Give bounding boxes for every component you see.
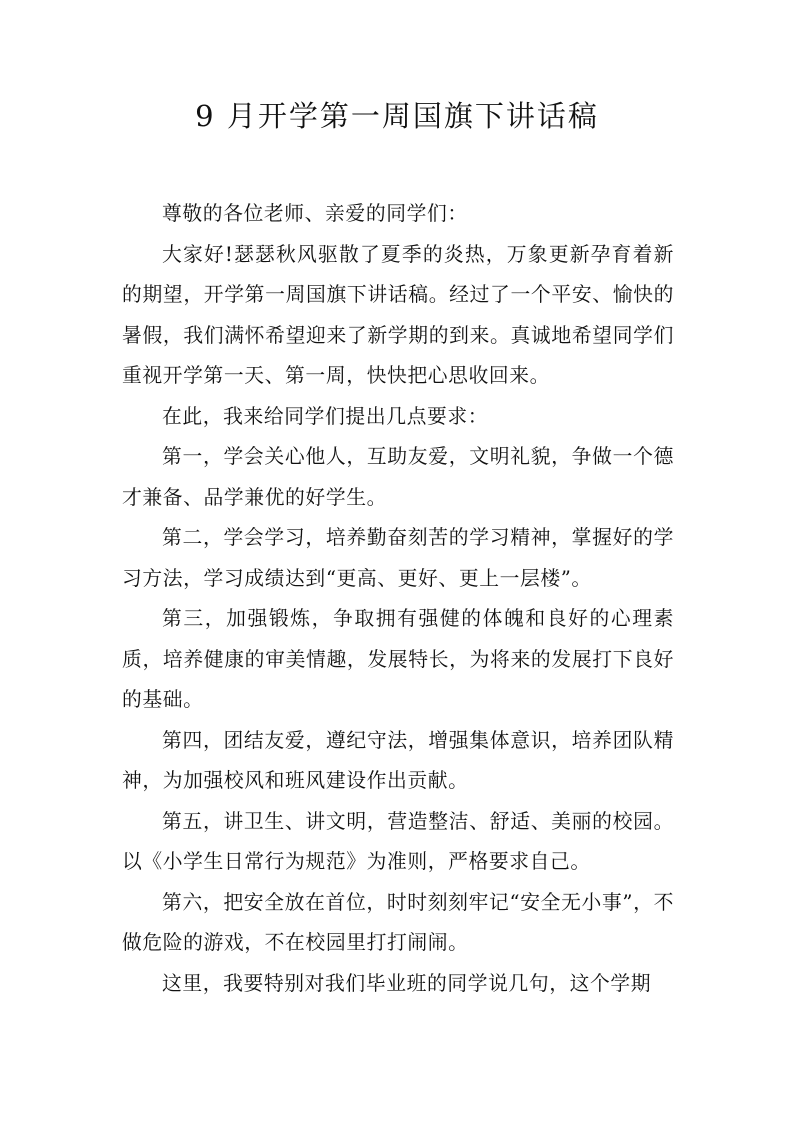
paragraph-requirement-3: 第三，加强锻炼，争取拥有强健的体魄和良好的心理素质，培养健康的审美情趣，发展特长，为将来的发展打下良好的基础。 <box>122 607 674 711</box>
paragraph-greeting: 尊敬的各位老师、亲爱的同学们： <box>162 202 468 225</box>
document-body <box>122 194 674 1004</box>
paragraph-requirements-intro: 在此，我来给同学们提出几点要求： <box>162 404 489 428</box>
paragraph-requirement-6: 第六，把安全放在首位，时时刻刻牢记“安全无小事”，不做危险的游戏，不在校园里打打闹闹。 <box>122 890 674 954</box>
paragraph-opening: 大家好!瑟瑟秋风驱散了夏季的炎热，万象更新孕育着新的期望，开学第一周国旗下讲话稿。经过了一个平安、愉快的暑假，我们满怀希望迎来了新学期的到来。真诚地希望同学们重视开学第一天、第一周，快快把心思收回来。 <box>122 242 674 387</box>
paragraph-requirement-5: 第五，讲卫生、讲文明，营造整洁、舒适、美丽的校园。以《小学生日常行为规范》为准则，严格要求自己。 <box>122 809 674 873</box>
paragraph-requirement-4: 第四，团结友爱，遵纪守法，增强集体意识，培养团队精神，为加强校风和班风建设作出贡献。 <box>122 728 674 792</box>
paragraph-graduating-class: 这里，我要特别对我们毕业班的同学说几句，这个学期 <box>162 971 652 995</box>
paragraph-requirement-2: 第二，学会学习，培养勤奋刻苦的学习精神，掌握好的学习方法，学习成绩达到“更高、更好、更上一层楼”。 <box>122 526 674 590</box>
paragraph-requirement-1: 第一，学会关心他人，互助友爱，文明礼貌，争做一个德才兼备、品学兼优的好学生。 <box>122 445 674 509</box>
document-title: 9 月开学第一周国旗下讲话稿 <box>195 99 599 133</box>
